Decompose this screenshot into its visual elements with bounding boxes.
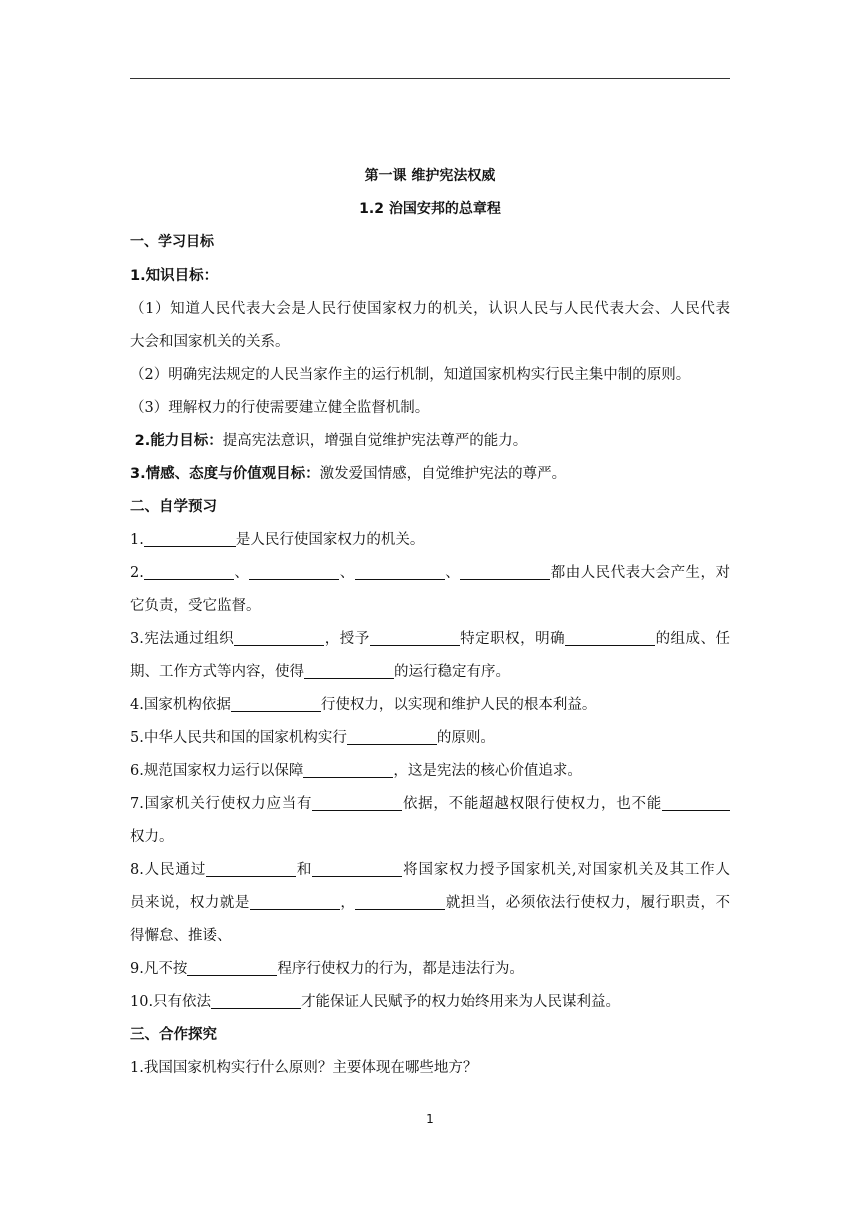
lesson-subtitle: 1.2 治国安邦的总章程 — [359, 201, 501, 217]
answer-blank[interactable] — [234, 629, 324, 646]
answer-blank[interactable] — [662, 794, 730, 811]
answer-blank[interactable] — [312, 794, 402, 811]
answer-blank[interactable] — [231, 695, 321, 712]
question-9: 9.凡不按 程序行使权力的行为，都是违法行为。 — [130, 961, 524, 977]
question-4: 4.国家机构依据 行使权力，以实现和维护人民的根本利益。 — [130, 697, 597, 713]
knowledge-goal-2: （2）明确宪法规定的人民当家作主的运行机制，知道国家机构实行民主集中制的原则。 — [130, 367, 691, 383]
answer-blank[interactable] — [565, 629, 655, 646]
page-number: 1 — [426, 1112, 434, 1126]
question-8: 8.人民通过 和 将国家权力授予国家机关,对国家机关及其工作人 — [130, 862, 731, 878]
question-3-cont: 期、工作方式等内容，使得 的运行稳定有序。 — [130, 664, 510, 680]
answer-blank[interactable] — [347, 728, 437, 745]
question-6: 6.规范国家权力运行以保障 ，这是宪法的核心价值追求。 — [130, 763, 582, 779]
answer-blank[interactable] — [370, 629, 460, 646]
question-8-cont2: 得懈怠、推诿、 — [130, 928, 232, 944]
section-heading-preview: 二、自学预习 — [130, 499, 217, 515]
answer-blank[interactable] — [187, 959, 277, 976]
explore-question-1: 1.我国国家机构实行什么原则？主要体现在哪些地方？ — [130, 1060, 478, 1076]
ability-goal: 2.能力目标：提高宪法意识，增强自觉维护宪法尊严的能力。 — [134, 433, 528, 449]
answer-blank[interactable] — [249, 563, 339, 580]
question-8-cont: 员来说，权力就是 ， 就担当，必须依法行使权力，履行职责，不 — [130, 895, 731, 911]
section-heading-goals: 一、学习目标 — [130, 234, 214, 250]
question-1: 1. 是人民行使国家权力的机关。 — [130, 532, 425, 548]
answer-blank[interactable] — [304, 662, 394, 679]
answer-blank[interactable] — [355, 563, 445, 580]
question-2: 2. 、 、 、 都由人民代表大会产生，对 — [130, 565, 731, 581]
answer-blank[interactable] — [144, 563, 234, 580]
header-rule — [130, 78, 730, 79]
answer-blank[interactable] — [206, 860, 296, 877]
section-heading-explore: 三、合作探究 — [130, 1027, 217, 1043]
knowledge-goal-3: （3）理解权力的行使需要建立健全监督机制。 — [130, 400, 430, 416]
question-3: 3.宪法通过组织 ，授予 特定职权，明确 的组成、任 — [130, 631, 731, 647]
question-7: 7.国家机关行使权力应当有 依据，不能超越权限行使权力，也不能 — [130, 788, 730, 821]
knowledge-goal-1: （1）知道人民代表大会是人民行使国家权力的机关，认识人民与人民代表大会、人民代表 — [130, 301, 730, 317]
question-7-cont: 权力。 — [130, 829, 174, 845]
answer-blank[interactable] — [460, 563, 550, 580]
question-2-cont: 它负责，受它监督。 — [130, 598, 261, 614]
answer-blank[interactable] — [144, 530, 236, 547]
question-5: 5.中华人民共和国的国家机构实行 的原则。 — [130, 730, 495, 746]
answer-blank[interactable] — [355, 893, 445, 910]
answer-blank[interactable] — [211, 992, 301, 1009]
answer-blank[interactable] — [303, 761, 393, 778]
answer-blank[interactable] — [312, 860, 402, 877]
document-body — [130, 165, 730, 1085]
emotion-goal: 3.情感、态度与价值观目标：激发爱国情感，自觉维护宪法的尊严。 — [130, 466, 567, 482]
question-10: 10.只有依法 才能保证人民赋予的权力始终用来为人民谋利益。 — [130, 994, 621, 1010]
knowledge-goal-1-cont: 大会和国家机关的关系。 — [130, 334, 290, 350]
answer-blank[interactable] — [250, 893, 340, 910]
knowledge-goal-label: 1.知识目标： — [130, 268, 219, 284]
lesson-title: 第一课 维护宪法权威 — [364, 168, 496, 184]
